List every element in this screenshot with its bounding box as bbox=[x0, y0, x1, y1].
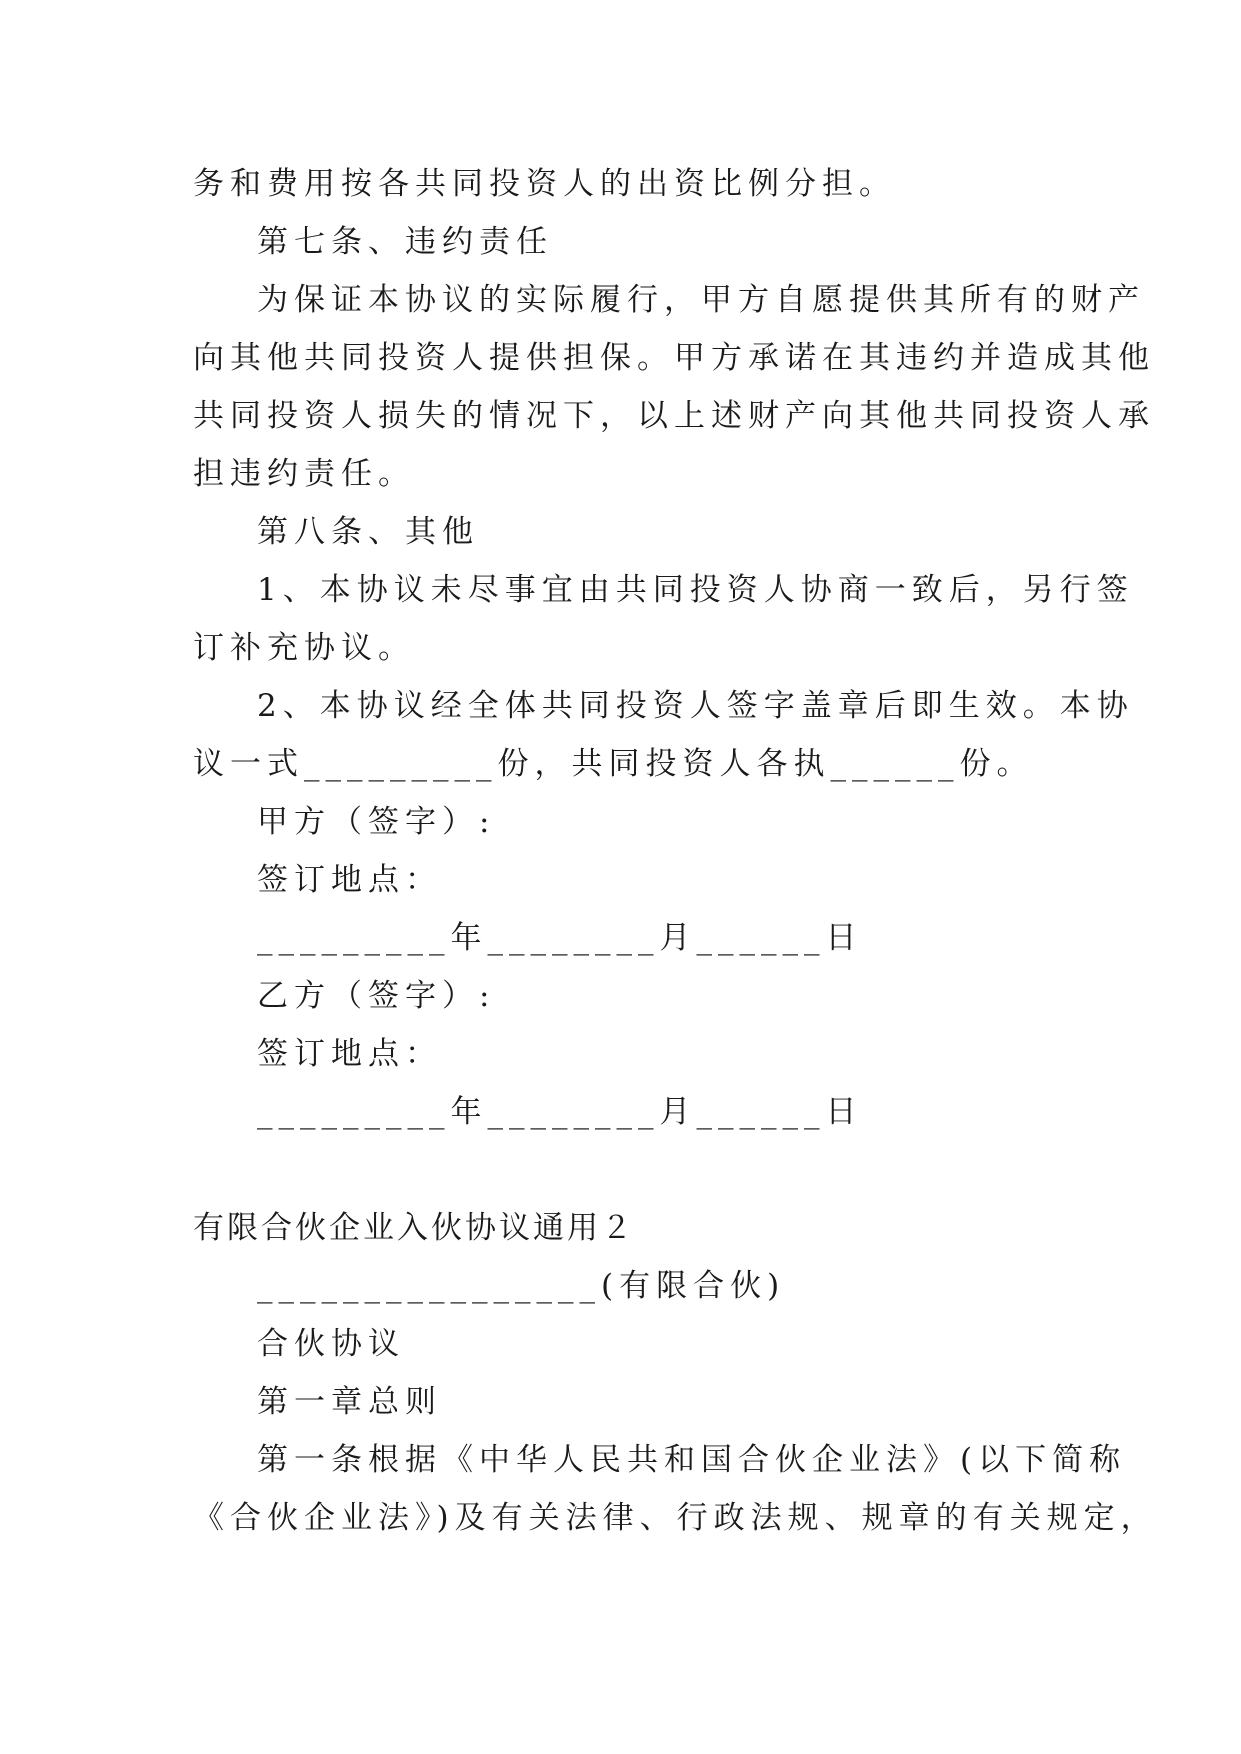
text-line: 2、本协议经全体共同投资人签字盖章后即生效。本协 bbox=[257, 688, 1134, 724]
chapter-heading: 第一章总则 bbox=[257, 1384, 442, 1420]
signing-place-label: 签订地点： bbox=[257, 1036, 442, 1072]
text-line: ________________(有限合伙) bbox=[257, 1268, 786, 1304]
text-line: 订补充协议。 bbox=[193, 630, 415, 666]
text-line: 《合伙企业法》)及有关法律、行政法规、规章的有关规定， bbox=[193, 1500, 1158, 1536]
text-line: 务和费用按各共同投资人的出资比例分担。 bbox=[193, 166, 896, 202]
date-line: _________年________月______日 bbox=[257, 1094, 863, 1130]
text-line: 向其他共同投资人提供担保。甲方承诺在其违约并造成其他 bbox=[193, 340, 1155, 376]
signing-place-label: 签订地点： bbox=[257, 862, 442, 898]
party-a-signature-label: 甲方（签字）: bbox=[257, 804, 496, 840]
section-title: 有限合伙企业入伙协议通用２ bbox=[193, 1210, 635, 1246]
article-8-heading: 第八条、其他 bbox=[257, 514, 479, 550]
text-line: 第一条根据《中华人民共和国合伙企业法》(以下简称 bbox=[257, 1442, 1127, 1478]
text-line: 合伙协议 bbox=[257, 1326, 405, 1362]
party-b-signature-label: 乙方（签字）: bbox=[257, 978, 496, 1014]
text-line: 议一式_________份，共同投资人各执______份。 bbox=[193, 746, 1034, 782]
text-line: 担违约责任。 bbox=[193, 456, 415, 492]
text-line: 共同投资人损失的情况下，以上述财产向其他共同投资人承 bbox=[193, 398, 1155, 434]
date-line: _________年________月______日 bbox=[257, 920, 863, 956]
text-line: 为保证本协议的实际履行，甲方自愿提供其所有的财产 bbox=[257, 282, 1145, 318]
article-7-heading: 第七条、违约责任 bbox=[257, 224, 553, 260]
text-line: 1、本协议未尽事宜由共同投资人协商一致后，另行签 bbox=[257, 572, 1134, 608]
